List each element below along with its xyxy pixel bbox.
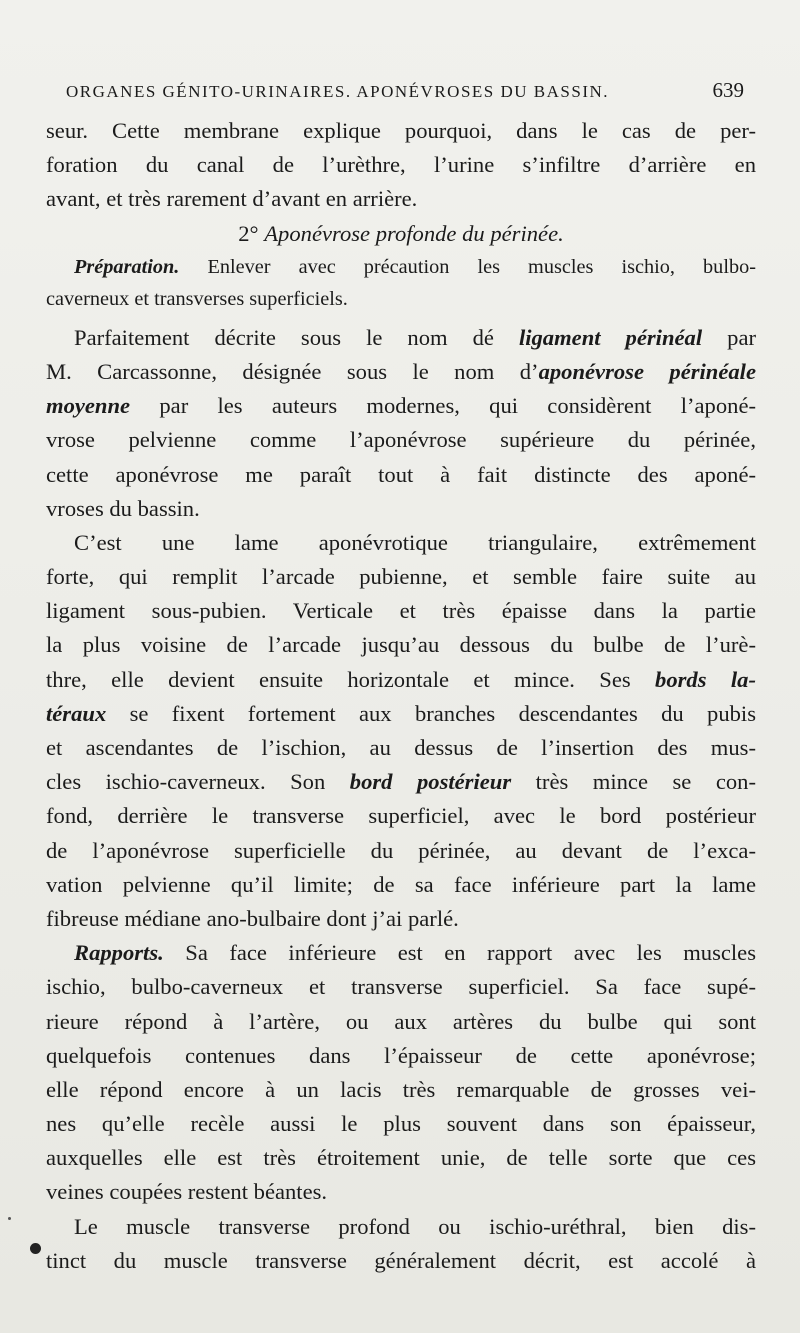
term-ligament-perineal: ligament périnéal	[518, 324, 703, 350]
section-heading	[46, 217, 756, 251]
section-number: 2°	[238, 220, 259, 246]
intro-line: foration du canal de l’urèthre, l’urine s’infiltre d’arrière en	[46, 152, 756, 178]
text-line: C’est une lame aponévrotique triangulaire, extrêmement	[74, 529, 756, 555]
preparation-line: Préparation. Enlever avec précaution les muscles ischio, bulbo-	[74, 255, 756, 278]
ink-blot-mark	[30, 1243, 41, 1254]
running-header	[66, 76, 744, 106]
ink-speck-mark	[8, 1217, 11, 1220]
text-line: téraux se fixent fortement aux branches descendantes du pubis	[46, 700, 756, 726]
text-line: fibreuse médiane ano-bulbaire dont j’ai parlé.	[46, 905, 459, 931]
text-line: fond, derrière le transverse superficiel, avec le bord postérieur	[46, 803, 756, 829]
paragraph-2	[46, 526, 756, 936]
section-title: Aponévrose profonde du périnée.	[264, 220, 564, 246]
text-line: rieure répond à l’artère, ou aux artères du bulbe qui sont	[46, 1008, 756, 1034]
paragraph-1	[46, 321, 756, 526]
text-line: veines coupées restent béantes.	[46, 1179, 328, 1205]
text-line: cles ischio-caverneux. Son bord postérieur très mince se con-	[46, 769, 756, 795]
text-line: M. Carcassonne, désignée sous le nom d’aponévrose périnéale	[46, 358, 756, 384]
preparation-block	[46, 251, 756, 315]
text-line: Parfaitement décrite sous le nom dé ligament périnéal par	[74, 324, 756, 350]
term-aponevrose-perineale: aponévrose périnéale	[538, 358, 756, 384]
term-rapports: Rapports.	[74, 940, 164, 966]
preparation-line: caverneux et transverses superficiels.	[46, 287, 348, 310]
text-line: la plus voisine de l’arcade jusqu’au dessous du bulbe de l’urè-	[46, 632, 756, 658]
text-line: auxquelles elle est très étroitement unie, de telle sorte que ces	[46, 1145, 756, 1171]
term-moyenne: moyenne	[46, 393, 131, 419]
preparation-label: Préparation.	[74, 255, 180, 278]
text-line: elle répond encore à un lacis très remarquable de grosses vei-	[46, 1076, 756, 1102]
intro-line: seur. Cette membrane explique pourquoi, dans le cas de per-	[46, 118, 756, 143]
text-line: ligament sous-pubien. Verticale et très épaisse dans la partie	[46, 598, 756, 624]
text-line: vroses du bassin.	[46, 495, 200, 521]
term-lateraux: téraux	[46, 700, 107, 726]
text-line: Rapports. Sa face inférieure est en rapport avec les muscles	[74, 940, 756, 966]
page-body	[46, 114, 756, 1278]
text-line: cette aponévrose me paraît tout à fait distincte des aponé-	[46, 461, 756, 487]
text-line: quelquefois contenues dans l’épaisseur de cette aponévrose;	[46, 1042, 756, 1068]
text-line: moyenne par les auteurs modernes, qui considèrent l’aponé-	[46, 393, 756, 419]
term-bord-posterieur: bord postérieur	[349, 769, 512, 795]
text-line: de l’aponévrose superficielle du périnée, au devant de l’exca-	[46, 837, 756, 863]
text-line: vrose pelvienne comme l’aponévrose supérieure du périnée,	[46, 427, 756, 453]
text-line: et ascendantes de l’ischion, au dessus de l’insertion des mus-	[46, 735, 756, 760]
text-line: ischio, bulbo-caverneux et transverse superficiel. Sa face supé-	[46, 974, 756, 1000]
header-title: ORGANES GÉNITO-URINAIRES. APONÉVROSES DU BASSIN.	[66, 82, 610, 101]
text-line: nes qu’elle recèle aussi le plus souvent dans son épaisseur,	[46, 1111, 756, 1137]
text-line: tinct du muscle transverse généralement décrit, est accolé à	[46, 1247, 756, 1273]
text-line: vation pelvienne qu’il limite; de sa face inférieure part la lame	[46, 871, 756, 897]
text-line: thre, elle devient ensuite horizontale et mince. Ses bords la-	[46, 666, 756, 692]
term-bords-lateraux: bords la-	[655, 666, 756, 692]
text-line: forte, qui remplit l’arcade pubienne, et semble faire suite au	[46, 564, 756, 590]
page-number: 639	[712, 78, 744, 102]
paragraph-3	[46, 936, 756, 1210]
text-line: Le muscle transverse profond ou ischio-uréthral, bien dis-	[74, 1213, 756, 1239]
paragraph-4	[46, 1210, 756, 1278]
intro-line: avant, et très rarement d’avant en arrière.	[46, 186, 418, 212]
